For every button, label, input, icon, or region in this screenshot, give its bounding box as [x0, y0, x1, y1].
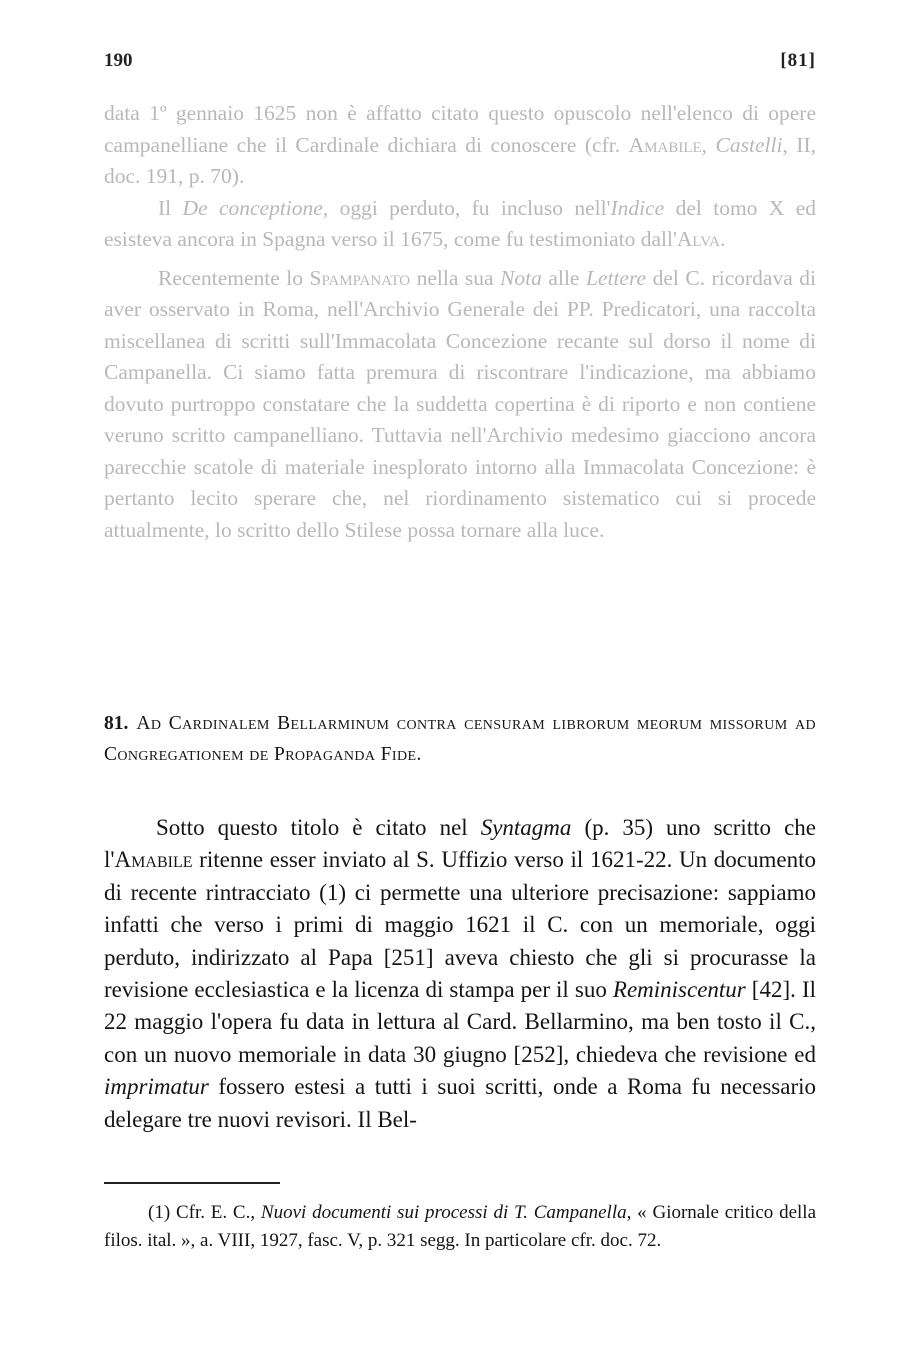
footnote-divider	[104, 1182, 280, 1184]
main-body-text	[104, 812, 816, 1136]
faded-paragraph-3: Recentemente lo Spampanato nella sua Nota alle Lettere del C. ricordava di aver osservato in Roma, nell'Archivio Generale dei PP. Predicatori, una raccolta miscellanea di scritti sull'Immacolata Concezione recante sul dorso il nome di Campanella. Ci siamo fatta premura di riscontrare l'indicazione, ma abbiamo dovuto purtroppo constatare che la suddetta copertina è di riporto e non contiene veruno scritto campanelliano. Tuttavia nell'Archivio medesimo giacciono ancora parecchie scatole di materiale inesplorato intorno alla Immacolata Concezione: è pertanto lecito sperare che, nel riordinamento sistematico cui si procede attualmente, lo scritto dello Stilese possa tornare alla luce.	[104, 265, 816, 542]
footnote-text: (1) Cfr. E. C., Nuovi documenti sui processi di T. Campanella, « Giornale critico della filos. ital. », a. VIII, 1927, fasc. V, p. 321 segg. In particolare cfr. doc. 72.	[104, 1202, 816, 1251]
section-marker: [81]	[780, 50, 816, 71]
section-number: 81.	[104, 713, 129, 734]
faded-previous-text	[104, 98, 816, 546]
body-paragraph: Sotto questo titolo è citato nel Syntagma (p. 35) uno scritto che l'Amabile ritenne esser inviato al S. Uffizio verso il 1621-22. Un documento di recente rintracciato (1) ci permette una ulteriore precisazione: sappiamo infatti che verso i primi di maggio 1621 il C. con un memoriale, oggi perduto, indirizzato al Papa [251] aveva chiesto che gli si procurasse la revisione ecclesiastica e la licenza di stampa per il suo Reminiscentur [42]. Il 22 maggio l'opera fu data in lettura al Card. Bellarmino, ma ben tosto il C., con un nuovo memoriale in data 30 giugno [252], chiedeva che revisione ed imprimatur fossero estesi a tutti i suoi scritti, onde a Roma fu necessario delegare tre nuovi revisori. Il Bel-	[104, 815, 816, 1132]
faded-paragraph-2: Il De conceptione, oggi perduto, fu incluso nell'Indice del tomo X ed esisteva ancora in Spagna verso il 1675, come fu testimoniato dall'Alva.	[104, 195, 816, 251]
section-heading	[104, 708, 816, 770]
section-title: Ad Cardinalem Bellarminum contra censuram librorum meorum missorum ad Congregationem de Propaganda Fide.	[104, 713, 816, 765]
page-number: 190	[104, 50, 133, 71]
faded-paragraph-1: data 1º gennaio 1625 non è affatto citato questo opuscolo nell'elenco di opere campanelliane che il Cardinale dichiara di conoscere (cfr. Amabile, Castelli, II, doc. 191, p. 70).	[104, 101, 817, 188]
page-header	[104, 50, 816, 80]
footnote	[104, 1199, 816, 1255]
